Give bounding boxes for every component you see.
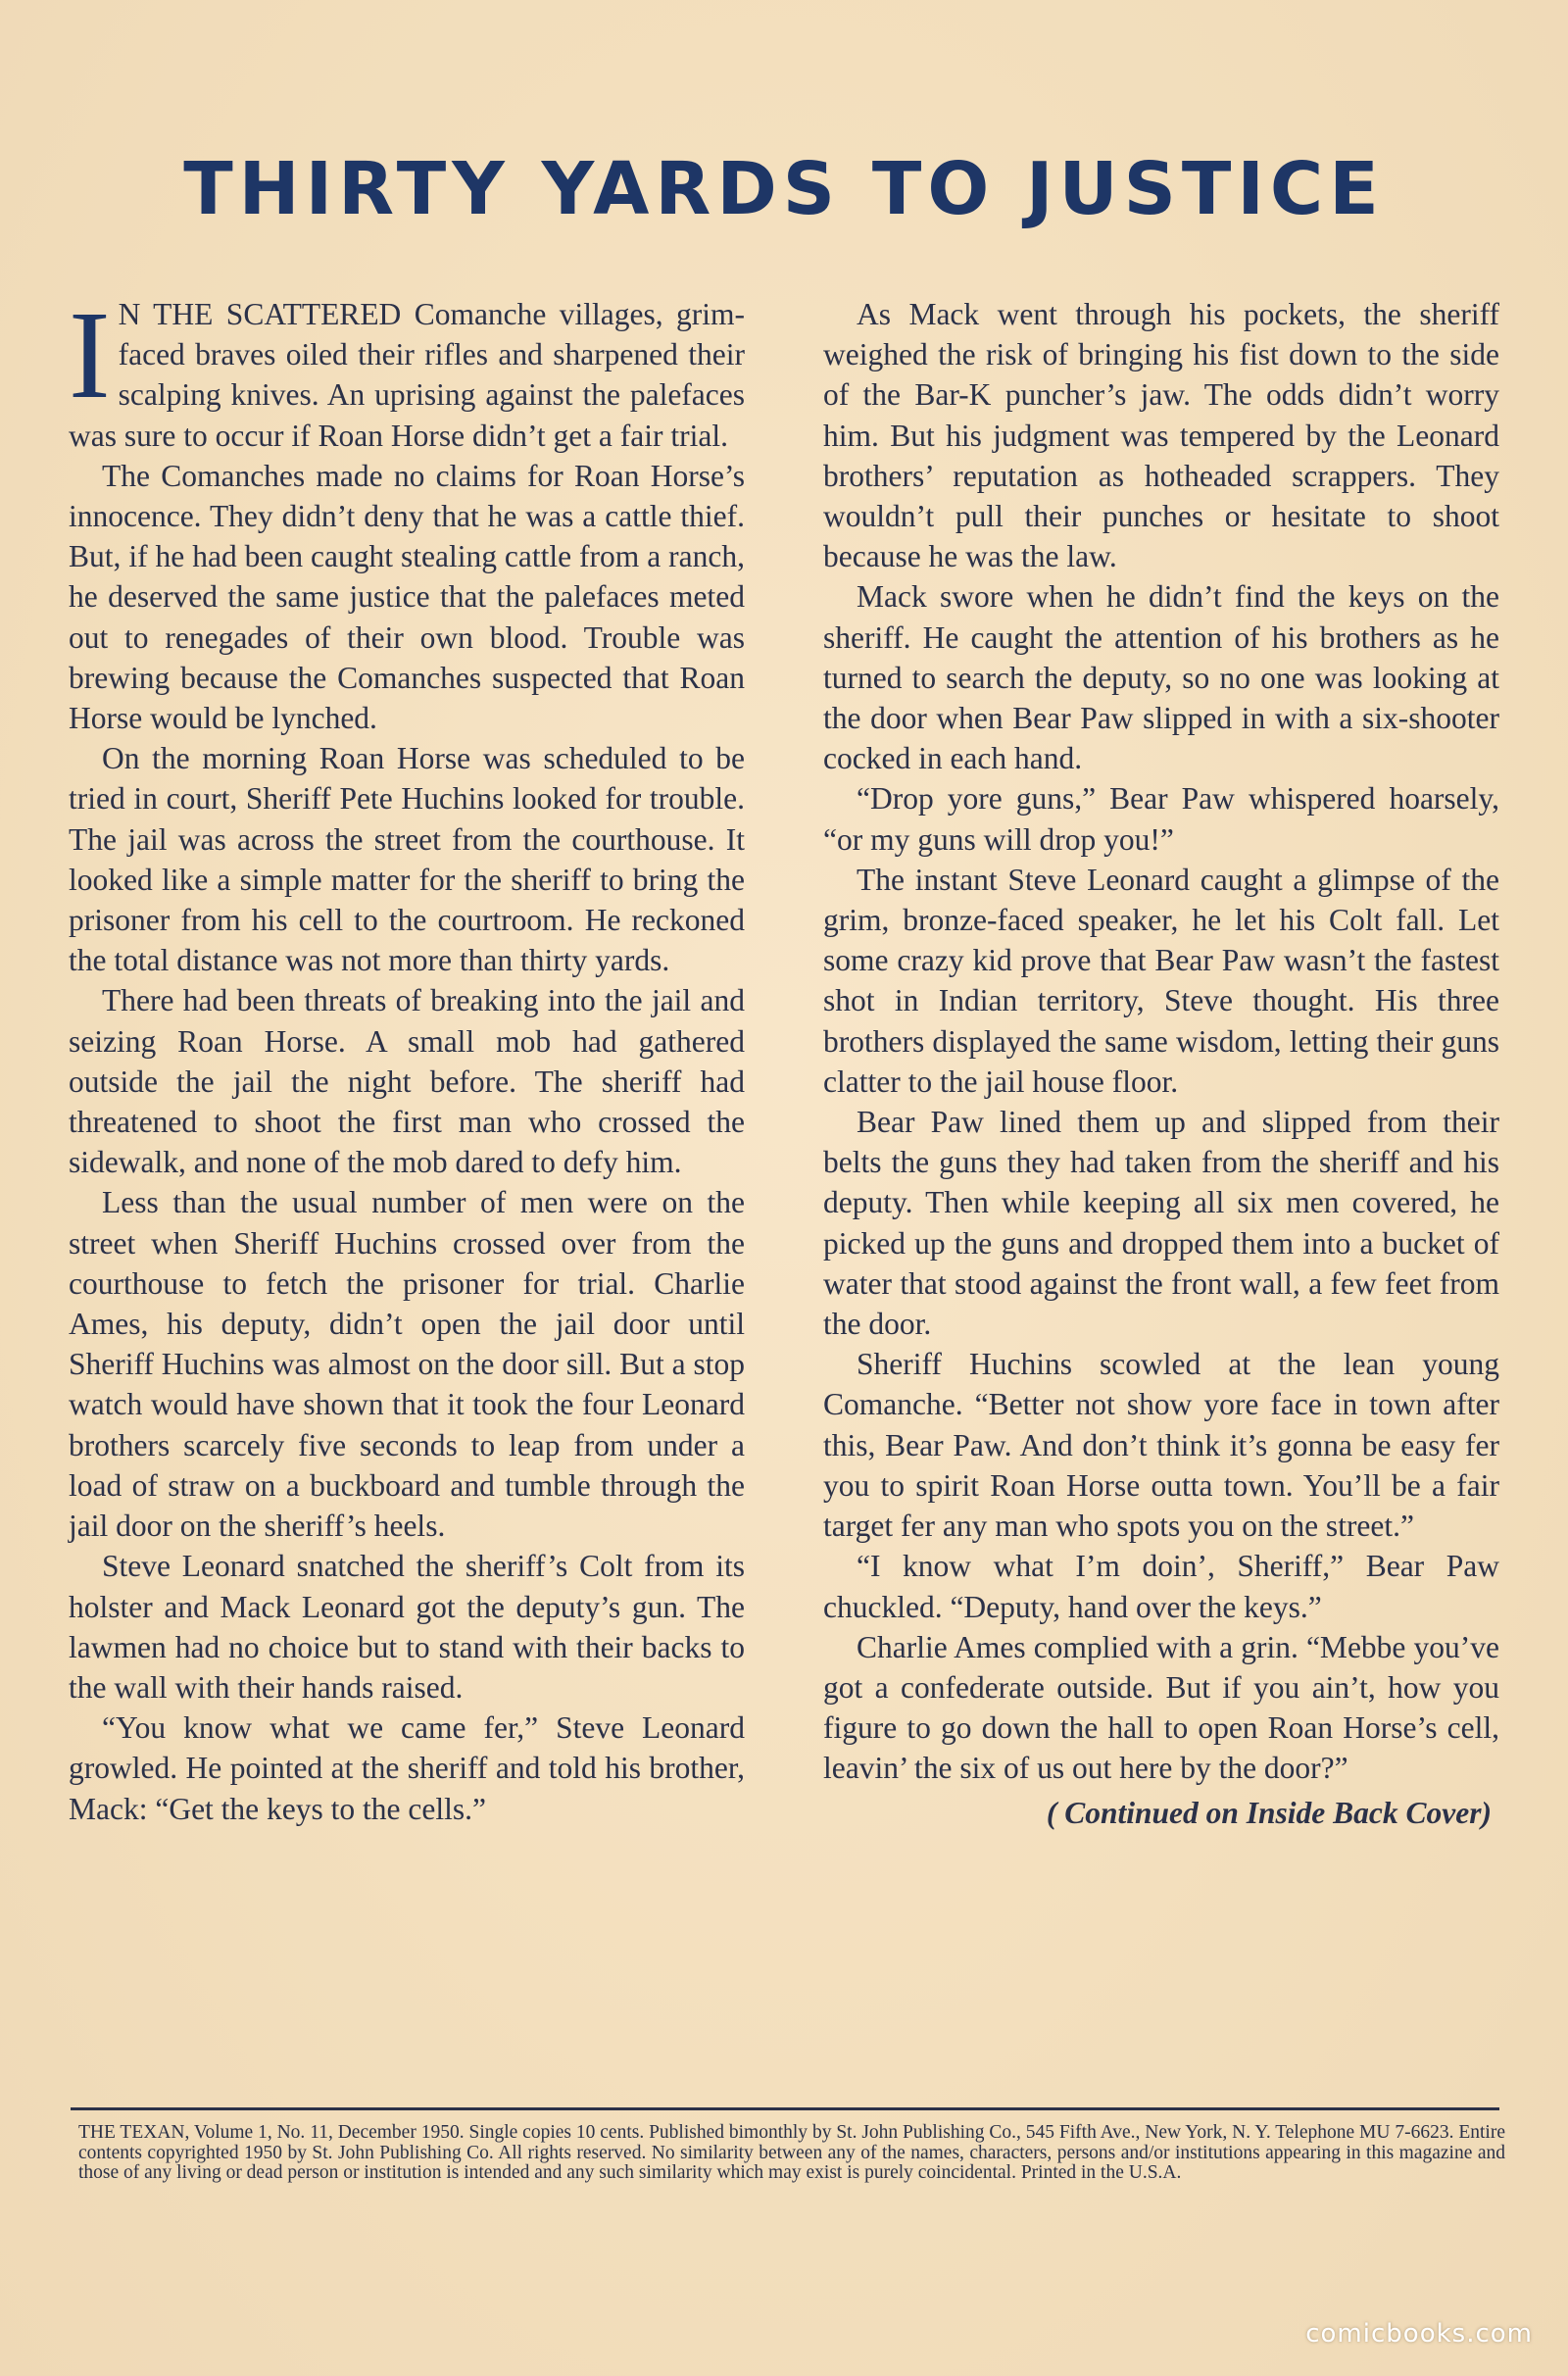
paragraph: There had been threats of breaking into the jail and seizing Roan Horse. A small mob had gathered outside the jail the night before. The sheriff had threatened to shoot the first man who crossed the sidewalk, and none of the mob dared to defy him. xyxy=(69,983,745,1180)
publication-imprint: THE TEXAN, Volume 1, No. 11, December 1950. Single copies 10 cents. Published bimonthly by St. John Publishing Co., 545 Fifth Ave., New York, N. Y. Telephone MU 7-6623. Entire contents copyrighted 1950 by St. John Publishing Co. All rights reserved. No similarity between any of the names, characters, persons and/or institutions appearing in this magazine and those of any living or dead person or institution is intended and any such similarity which may exist is purely coincidental. Printed in the U.S.A. xyxy=(78,2122,1505,2183)
paragraph: The Comanches made no claims for Roan Horse’s innocence. They didn’t deny that he was a cattle thief. But, if he had been caught stealing cattle from a ranch, he deserved the same justice that the palefaces meted out to renegades of their own blood. Trouble was brewing because the Comanches suspected that Roan Horse would be lynched. xyxy=(69,458,745,736)
paragraph: “Drop yore guns,” Bear Paw whispered hoarsely, “or my guns will drop you!” xyxy=(823,781,1499,857)
left-column xyxy=(69,285,745,1829)
right-column xyxy=(823,294,1499,1833)
continued-note: ( Continued on Inside Back Cover) xyxy=(1046,1795,1492,1830)
paragraph xyxy=(69,285,745,456)
paragraph: As Mack went through his pockets, the sheriff weighed the risk of bringing his fist down to the side of the Bar-K puncher’s jaw. The odds didn’t worry him. But his judgment was tempered by the Leonard brothers’ reputation as hotheaded scrappers. They wouldn’t pull their punches or hesitate to shoot because he was the law. xyxy=(823,297,1499,574)
paragraph: “I know what I’m doin’, Sheriff,” Bear Paw chuckled. “Deputy, hand over the keys.” xyxy=(823,1549,1499,1624)
paragraph: Steve Leonard snatched the sheriff’s Colt from its holster and Mack Leonard got the deputy’s gun. The lawmen had no choice but to stand with their backs to the wall with their hands raised. xyxy=(69,1549,745,1705)
paragraph: The instant Steve Leonard caught a glimpse of the grim, bronze-faced speaker, he let his Colt fall. Let some crazy kid prove that Bear Paw wasn’t the fastest shot in Indian territory, Steve thought. His three brothers displayed the same wisdom, letting their guns clatter to the jail house floor. xyxy=(823,862,1499,1099)
paragraph: Sheriff Huchins scowled at the lean young Comanche. “Better not show yore face in town after this, Bear Paw. And don’t think it’s gonna be easy fer you to spirit Roan Horse outta town. You’ll be a fair target fer any man who spots you on the street.” xyxy=(823,1347,1499,1544)
paragraph: Less than the usual number of men were on the street when Sheriff Huchins crossed over from the courthouse to fetch the prisoner for trial. Charlie Ames, his deputy, didn’t open the jail door until Sheriff Huchins was almost on the door sill. But a stop watch would have shown that it took the four Leonard brothers scarcely five seconds to leap from under a load of straw on a buckboard and tumble through the jail door on the sheriff’s heels. xyxy=(69,1185,745,1544)
drop-cap: I xyxy=(69,285,111,424)
paragraph: “You know what we came fer,” Steve Leonard growled. He pointed at the sheriff and told his brother, Mack: “Get the keys to the cells.” xyxy=(69,1710,745,1826)
paragraph: Mack swore when he didn’t find the keys on the sheriff. He caught the attention of his brothers as he turned to search the deputy, so no one was looking at the door when Bear Paw slipped in with a six-shooter cocked in each hand. xyxy=(823,579,1499,776)
paragraph: Bear Paw lined them up and slipped from their belts the guns they had taken from the sheriff and his deputy. Then while keeping all six men covered, he picked up the guns and dropped them into a bucket of water that stood against the front wall, a few feet from the door. xyxy=(823,1105,1499,1342)
story-title: THIRTY YARDS TO JUSTICE xyxy=(183,147,1385,231)
watermark: comicbooks.com xyxy=(1305,2319,1533,2349)
divider-rule xyxy=(71,2107,1499,2110)
paragraph-text: N THE SCATTERED Comanche villages, grim-faced braves oiled their rifles and sharpened their scalping knives. An uprising against the palefaces was sure to occur if Roan Horse didn’t get a fair trial. xyxy=(69,297,745,453)
paragraph: Charlie Ames complied with a grin. “Mebbe you’ve got a confederate outside. But if you ain’t, how you figure to go down the hall to open Roan Horse’s cell, leavin’ the six of us out here by the door?” xyxy=(823,1629,1499,1786)
paragraph: On the morning Roan Horse was scheduled to be tried in court, Sheriff Pete Huchins looked for trouble. The jail was across the street from the courthouse. It looked like a simple matter for the sheriff to bring the prisoner from his cell to the courtroom. He reckoned the total distance was not more than thirty yards. xyxy=(69,741,745,978)
